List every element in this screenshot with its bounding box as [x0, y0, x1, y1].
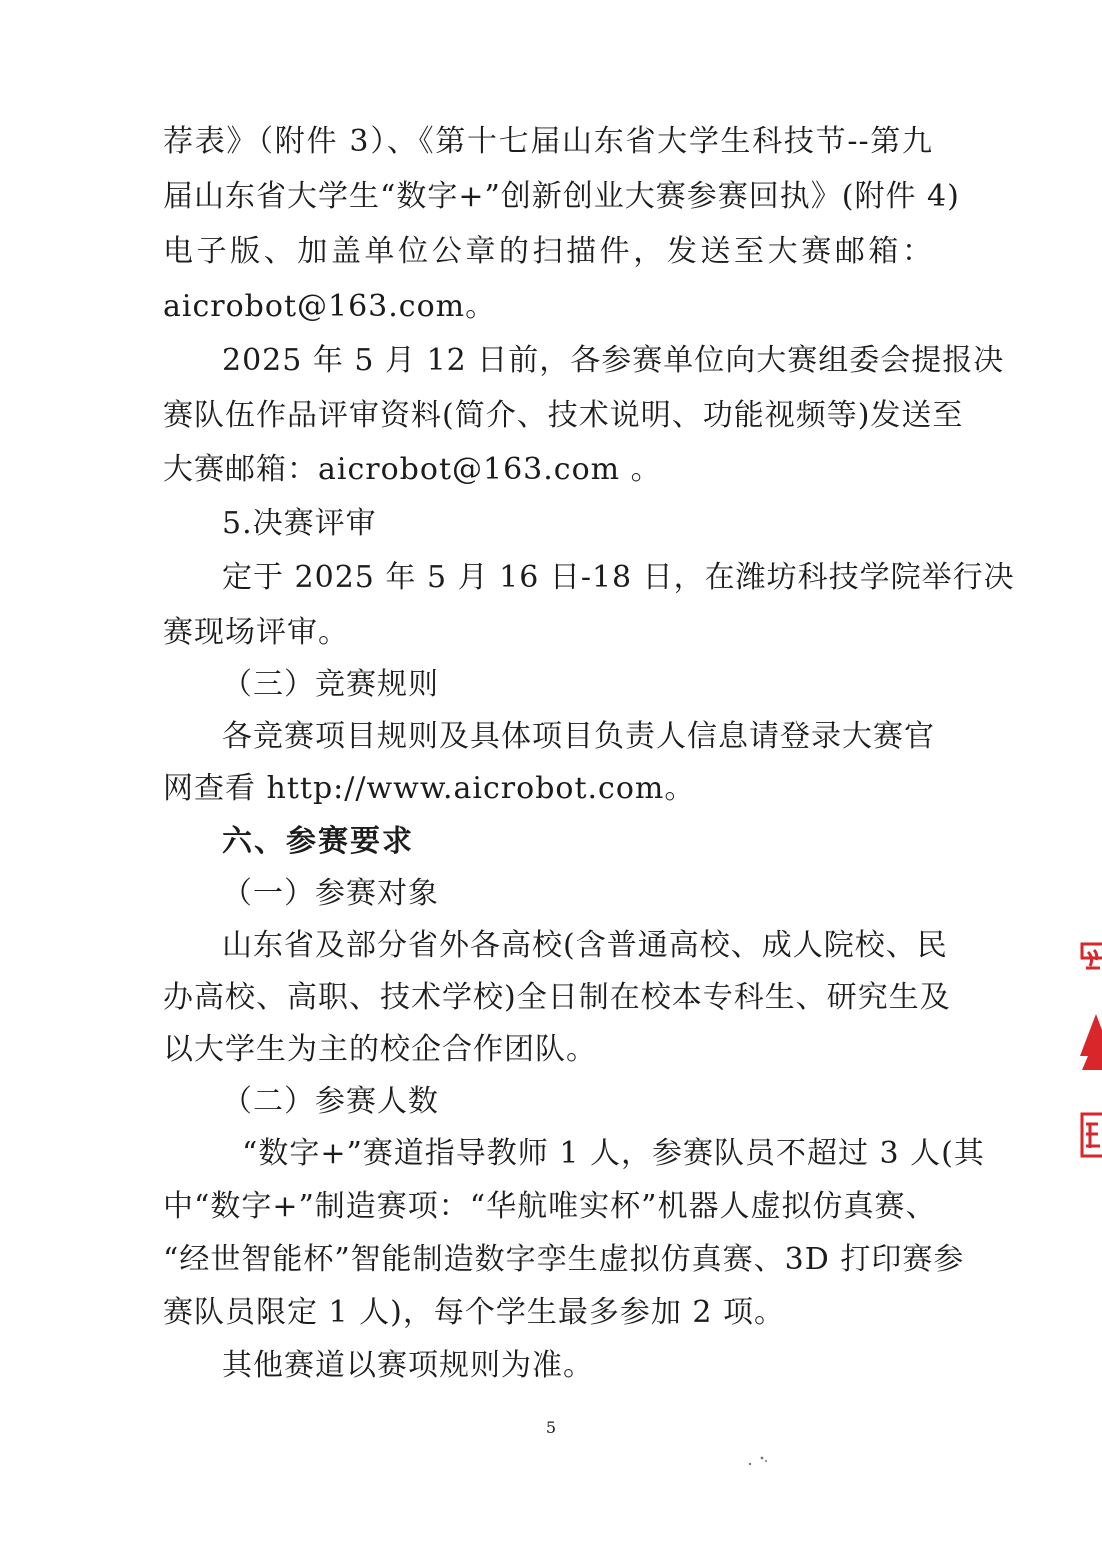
- body-line: 电子版、加盖单位公章的扫描件，发送至大赛邮箱：: [163, 234, 933, 269]
- scan-speck-icon: [742, 1452, 772, 1470]
- body-line: 赛队员限定 1 人)，每个学生最多参加 2 项。: [163, 1295, 786, 1330]
- body-line: 赛现场评审。: [163, 615, 349, 650]
- website-line: 网查看 http://www.aicrobot.com。: [163, 771, 696, 806]
- body-line: 其他赛道以赛项规则为准。: [222, 1348, 594, 1383]
- body-line: 以大学生为主的校企合作团队。: [163, 1032, 597, 1067]
- subsection-heading: 5.决赛评审: [222, 506, 377, 541]
- subsection-heading: （二）参赛人数: [222, 1084, 439, 1119]
- subsection-heading: （三）竞赛规则: [222, 667, 439, 702]
- body-line: 办高校、高职、技术学校)全日制在校本专科生、研究生及: [163, 980, 951, 1015]
- body-line: 中“数字+”制造赛项：“华航唯实杯”机器人虚拟仿真赛、: [163, 1189, 937, 1224]
- body-line: 山东省及部分省外各高校(含普通高校、成人院校、民: [222, 928, 948, 963]
- official-seal-icon: [1072, 938, 1102, 1164]
- body-line: 届山东省大学生“数字+”创新创业大赛参赛回执》(附件 4): [163, 179, 960, 214]
- body-line: “经世智能杯”智能制造数字孪生虚拟仿真赛、3D 打印赛参: [163, 1242, 965, 1277]
- section-heading: 六、参赛要求: [222, 824, 414, 859]
- body-line: “数字+”赛道指导教师 1 人，参赛队员不超过 3 人(其: [242, 1136, 985, 1171]
- body-line: 2025 年 5 月 12 日前，各参赛单位向大赛组委会提报决: [222, 343, 1005, 378]
- body-line: 各竞赛项目规则及具体项目负责人信息请登录大赛官: [222, 719, 935, 754]
- body-line: 赛队伍作品评审资料(简介、技术说明、功能视频等)发送至: [163, 398, 964, 433]
- email-address: aicrobot@163.com。: [163, 289, 497, 324]
- body-line: 大赛邮箱：aicrobot@163.com 。: [163, 452, 662, 487]
- body-line: 荐表》（附件 3）、《第十七届山东省大学生科技节--第九: [163, 124, 933, 159]
- body-line: 定于 2025 年 5 月 16 日-18 日，在潍坊科技学院举行决: [222, 560, 1015, 595]
- subsection-heading: （一）参赛对象: [222, 876, 439, 911]
- page-number: 5: [545, 1418, 557, 1437]
